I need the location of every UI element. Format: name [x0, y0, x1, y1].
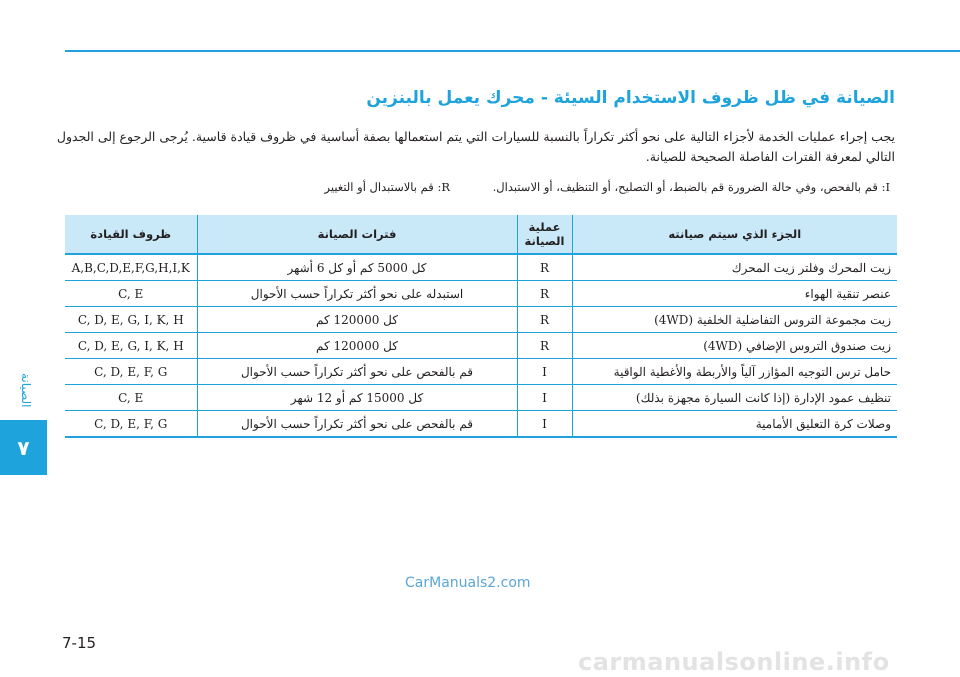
legend-replace: R: قم بالاستبدال أو التغيير	[324, 180, 450, 194]
table-row	[65, 359, 897, 385]
cell-operation: R	[517, 254, 572, 281]
cell-interval: كل 120000 كم	[197, 333, 517, 359]
cell-conditions: C, E	[65, 281, 197, 307]
cell-item: حامل ترس التوجيه المؤازر آلياً والأربطة والأغطية الواقية	[572, 359, 897, 385]
header-interval: فترات الصيانة	[197, 215, 517, 254]
section-side-label: الصيانة	[19, 372, 33, 408]
cell-operation: I	[517, 359, 572, 385]
page-number: 7-15	[62, 634, 97, 652]
cell-interval: كل 120000 كم	[197, 307, 517, 333]
maintenance-table	[65, 215, 897, 438]
footer-watermark: carmanualsonline.info	[578, 648, 890, 676]
cell-item: زيت صندوق التروس الإضافي (4WD)	[572, 333, 897, 359]
cell-item: وصلات كرة التعليق الأمامية	[572, 411, 897, 438]
intro-paragraph: يجب إجراء عمليات الخدمة لأجزاء التالية على نحو أكثر تكراراً بالنسبة للسيارات التي يتم استعمالها بصفة أساسية في ظروف قيادة قاسية. يُرجى الرجوع إلى الجدول التالي لمعرفة الفترات الفاصلة الصحيحة للصيانة.	[56, 129, 895, 164]
table-row	[65, 385, 897, 411]
cell-item: زيت مجموعة التروس التفاضلية الخلفية (4WD)	[572, 307, 897, 333]
cell-operation: R	[517, 333, 572, 359]
cell-conditions: C, D, E, G, I, K, H	[65, 307, 197, 333]
cell-item: عنصر تنقية الهواء	[572, 281, 897, 307]
chapter-tab: ٧	[0, 420, 47, 475]
cell-operation: I	[517, 411, 572, 438]
table-row	[65, 254, 897, 281]
source-watermark[interactable]: CarManuals2.com	[405, 575, 531, 591]
table-row	[65, 281, 897, 307]
cell-conditions: C, D, E, G, I, K, H	[65, 333, 197, 359]
cell-conditions: A,B,C,D,E,F,G,H,I,K	[65, 254, 197, 281]
header-conditions: ظروف القيادة	[65, 215, 197, 254]
cell-interval: استبدله على نحو أكثر تكراراً حسب الأحوال	[197, 281, 517, 307]
cell-conditions: C, E	[65, 385, 197, 411]
cell-operation: R	[517, 281, 572, 307]
header-operation: عملية الصيانة	[517, 215, 572, 254]
cell-operation: R	[517, 307, 572, 333]
table-row	[65, 411, 897, 438]
cell-interval: كل 5000 كم أو كل 6 أشهر	[197, 254, 517, 281]
table-row	[65, 333, 897, 359]
table-header-row	[65, 215, 897, 254]
cell-interval: قم بالفحص على نحو أكثر تكراراً حسب الأحوال	[197, 359, 517, 385]
table-row	[65, 307, 897, 333]
cell-interval: قم بالفحص على نحو أكثر تكراراً حسب الأحوال	[197, 411, 517, 438]
cell-item: زيت المحرك وفلتر زيت المحرك	[572, 254, 897, 281]
legend-inspect: I: قم بالفحص، وفي حالة الضرورة قم بالضبط، أو التصليح، أو التنظيف، أو الاستبدال.	[492, 180, 890, 194]
header-item: الجزء الذي سيتم صيانته	[572, 215, 897, 254]
cell-operation: I	[517, 385, 572, 411]
cell-interval: كل 15000 كم أو 12 شهر	[197, 385, 517, 411]
cell-conditions: C, D, E, F, G	[65, 359, 197, 385]
top-rule	[65, 50, 960, 52]
cell-conditions: C, D, E, F, G	[65, 411, 197, 438]
cell-item: تنظيف عمود الإدارة (إذا كانت السيارة مجهزة بذلك)	[572, 385, 897, 411]
page-heading: الصيانة في ظل ظروف الاستخدام السيئة - محرك يعمل بالبنزين	[366, 88, 895, 108]
